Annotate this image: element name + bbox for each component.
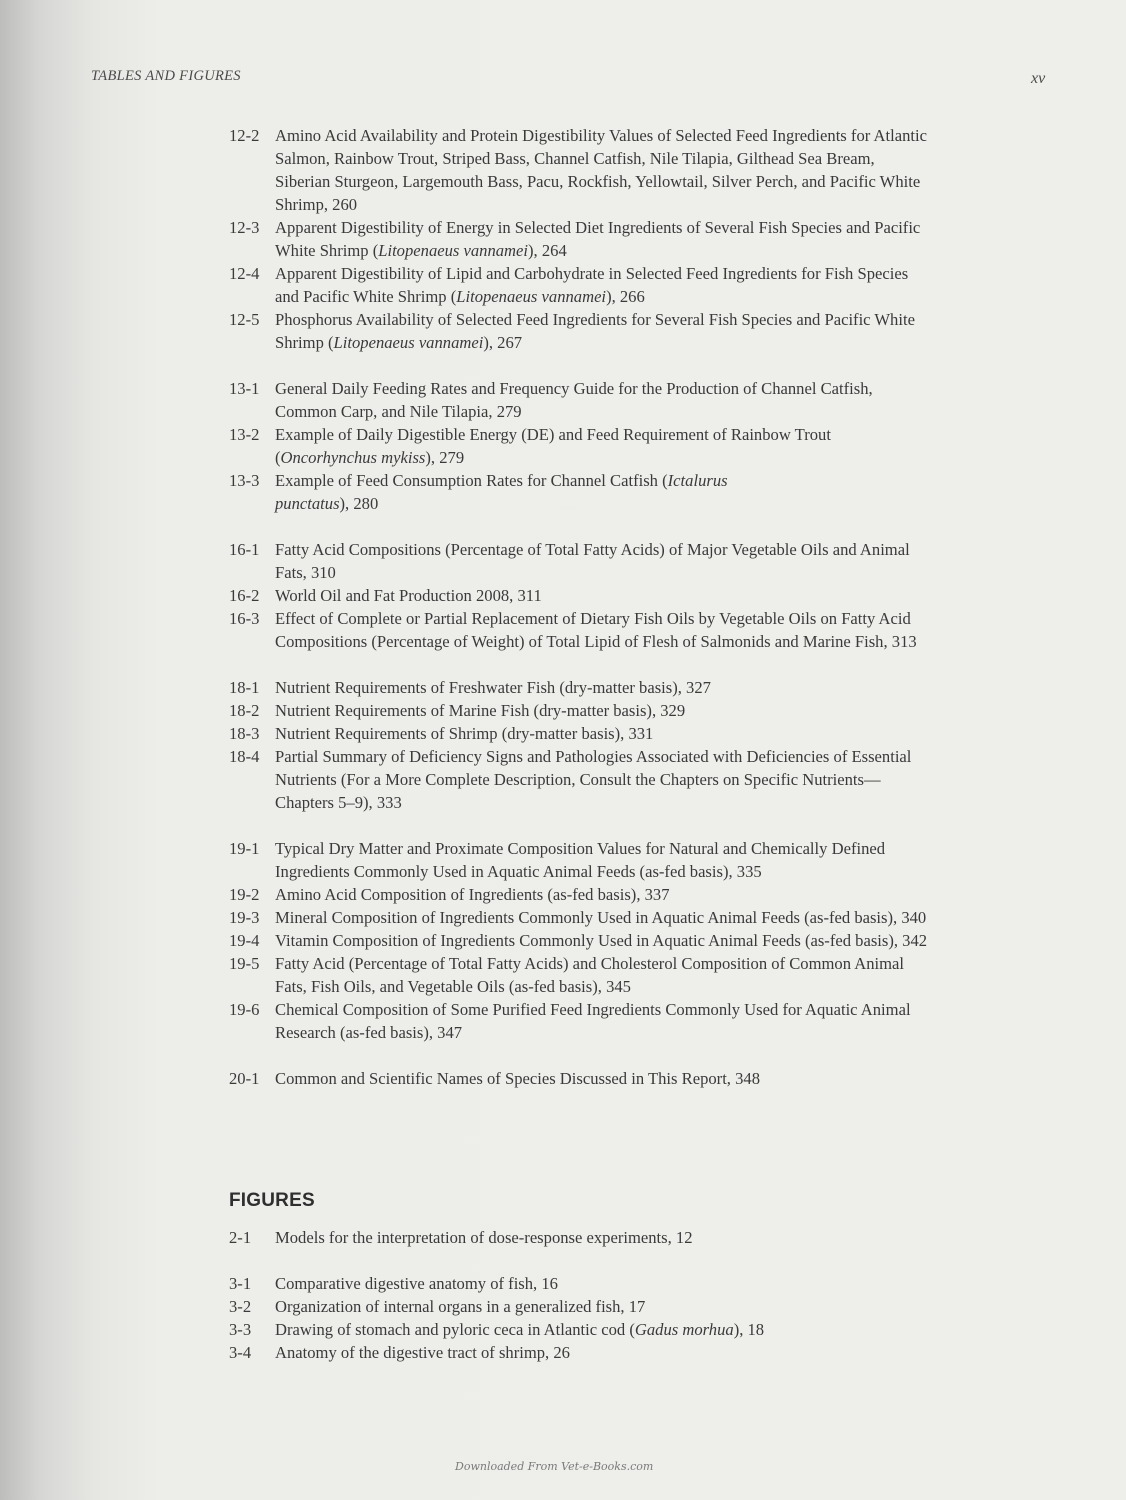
- item-number: 12-3: [229, 218, 260, 237]
- group-gap: [229, 1249, 929, 1272]
- item-number: 19-2: [229, 885, 260, 904]
- item-title: ), 18: [733, 1320, 765, 1339]
- item-title: General Daily Feeding Rates and Frequency Guide for the Production of Channel Catfish, Common Carp, and Nile Tilapia, 279: [275, 379, 873, 421]
- species-name: punctatus: [275, 494, 340, 513]
- item-title: Partial Summary of Deficiency Signs and Pathologies Associated with Deficiencies of Essential Nutrients (For a More Complete Description, Consult the Chapters on Specific Nutrients—Chapters 5–9), 333: [275, 747, 912, 812]
- list-item: [229, 929, 929, 952]
- list-item: [229, 998, 929, 1044]
- list-item: [229, 469, 929, 515]
- item-number: 12-4: [229, 264, 260, 283]
- list-item: [229, 699, 929, 722]
- item-title: Chemical Composition of Some Purified Feed Ingredients Commonly Used for Aquatic Animal Research (as-fed basis), 347: [275, 1000, 911, 1042]
- item-title: Apparent Digestibility of Lipid and Carbohydrate in Selected Feed Ingredients for Fish Species and Pacific White Shrimp (: [275, 264, 909, 306]
- item-title: Typical Dry Matter and Proximate Composition Values for Natural and Chemically Defined Ingredients Commonly Used in Aquatic Animal Feeds (as-fed basis), 335: [275, 839, 886, 881]
- item-title: Amino Acid Availability and Protein Digestibility Values of Selected Feed Ingredients for Atlantic Salmon, Rainbow Trout, Striped Bass, Channel Catfish, Nile Tilapia, Gilthead Sea Bream, Siberian Sturgeon, Largemouth Bass, Pacu, Rockfish, Yellowtail, Silver Perch, and Pacific White Shrimp, 260: [275, 126, 927, 214]
- running-head: TABLES AND FIGURES: [91, 68, 241, 84]
- item-title: Example of Feed Consumption Rates for Channel Catfish (: [275, 471, 668, 490]
- figures-heading: FIGURES: [229, 1190, 315, 1211]
- list-item: [229, 906, 929, 929]
- species-name: Ictalurus: [667, 471, 728, 490]
- list-item: [229, 883, 929, 906]
- item-number: 3-3: [229, 1320, 252, 1339]
- item-title: Phosphorus Availability of Selected Feed Ingredients for Several Fish Species and Pacific White Shrimp (: [275, 310, 915, 352]
- item-title: Nutrient Requirements of Freshwater Fish (dry-matter basis), 327: [275, 678, 711, 697]
- item-title: Fatty Acid (Percentage of Total Fatty Acids) and Cholesterol Composition of Common Animal Fats, Fish Oils, and Vegetable Oils (as-fed basis), 345: [275, 954, 905, 996]
- page-number: xv: [1031, 70, 1046, 87]
- item-number: 18-3: [229, 724, 260, 743]
- list-item: [229, 676, 929, 699]
- item-title: Anatomy of the digestive tract of shrimp, 26: [275, 1343, 570, 1362]
- item-number: 16-3: [229, 609, 260, 628]
- list-item: [229, 607, 929, 653]
- list-item: [229, 745, 929, 814]
- list-item: [229, 1226, 929, 1249]
- item-title: ), 264: [528, 241, 567, 260]
- item-number: 18-2: [229, 701, 260, 720]
- item-title: Amino Acid Composition of Ingredients (as-fed basis), 337: [275, 885, 670, 904]
- item-number: 13-2: [229, 425, 260, 444]
- group-gap: [229, 1044, 929, 1067]
- species-name: Litopenaeus vannamei: [333, 333, 484, 352]
- item-title: Common and Scientific Names of Species Discussed in This Report, 348: [275, 1069, 760, 1088]
- list-item: [229, 423, 929, 469]
- list-item: [229, 377, 929, 423]
- watermark: Downloaded From Vet-e-Books.com: [455, 1460, 654, 1473]
- item-title: ), 280: [339, 494, 379, 513]
- item-title: World Oil and Fat Production 2008, 311: [275, 586, 542, 605]
- group-gap: [229, 814, 929, 837]
- item-title: Effect of Complete or Partial Replacement of Dietary Fish Oils by Vegetable Oils on Fatty Acid Compositions (Percentage of Weight) of Total Lipid of Flesh of Salmonids and Marine Fish, 313: [275, 609, 917, 651]
- item-number: 19-5: [229, 954, 260, 973]
- list-item: [229, 1318, 929, 1341]
- list-item: [229, 837, 929, 883]
- item-number: 19-6: [229, 1000, 260, 1019]
- group-gap: [229, 354, 929, 377]
- item-number: 13-3: [229, 471, 260, 490]
- item-number: 3-2: [229, 1297, 252, 1316]
- species-name: Oncorhynchus mykiss: [280, 448, 426, 467]
- item-number: 3-1: [229, 1274, 252, 1293]
- item-title: ), 267: [483, 333, 523, 352]
- list-item: [229, 262, 929, 308]
- item-number: 19-1: [229, 839, 260, 858]
- list-item: [229, 584, 929, 607]
- species-name: Litopenaeus vannamei: [456, 287, 607, 306]
- item-title: ), 266: [606, 287, 645, 306]
- item-number: 20-1: [229, 1069, 260, 1088]
- item-number: 16-1: [229, 540, 260, 559]
- list-item: [229, 124, 929, 216]
- item-title: Fatty Acid Compositions (Percentage of Total Fatty Acids) of Major Vegetable Oils and Animal Fats, 310: [275, 540, 910, 582]
- item-number: 19-3: [229, 908, 260, 927]
- list-item: [229, 952, 929, 998]
- item-title: Vitamin Composition of Ingredients Commonly Used in Aquatic Animal Feeds (as-fed basis), 342: [275, 931, 928, 950]
- item-number: 13-1: [229, 379, 260, 398]
- item-number: 16-2: [229, 586, 260, 605]
- item-number: 12-2: [229, 126, 260, 145]
- item-title: Apparent Digestibility of Energy in Selected Diet Ingredients of Several Fish Species and Pacific White Shrimp (: [275, 218, 921, 260]
- list-item: [229, 1341, 929, 1364]
- list-item: [229, 1295, 929, 1318]
- list-item: [229, 1067, 929, 1090]
- item-title: Drawing of stomach and pyloric ceca in Atlantic cod (: [275, 1320, 635, 1339]
- group-gap: [229, 653, 929, 676]
- item-title: Mineral Composition of Ingredients Commonly Used in Aquatic Animal Feeds (as-fed basis), 340: [275, 908, 927, 927]
- list-item: [229, 538, 929, 584]
- item-title: Example of Daily Digestible Energy (DE) and Feed Requirement of Rainbow Trout (: [275, 425, 831, 467]
- item-title: Models for the interpretation of dose-response experiments, 12: [275, 1228, 693, 1247]
- item-title: ), 279: [425, 448, 465, 467]
- species-name: Gadus morhua: [634, 1320, 734, 1339]
- item-number: 2-1: [229, 1228, 252, 1247]
- item-number: 19-4: [229, 931, 260, 950]
- item-title: Organization of internal organs in a generalized fish, 17: [275, 1297, 646, 1316]
- item-title: Nutrient Requirements of Marine Fish (dry-matter basis), 329: [275, 701, 686, 720]
- list-item: [229, 308, 929, 354]
- item-number: 18-4: [229, 747, 260, 766]
- group-gap: [229, 515, 929, 538]
- item-title: Nutrient Requirements of Shrimp (dry-matter basis), 331: [275, 724, 654, 743]
- list-item: [229, 1272, 929, 1295]
- item-number: 18-1: [229, 678, 260, 697]
- item-number: 3-4: [229, 1343, 252, 1362]
- species-name: Litopenaeus vannamei: [378, 241, 529, 260]
- list-item: [229, 216, 929, 262]
- tables-list: [229, 124, 929, 1090]
- item-title: Comparative digestive anatomy of fish, 16: [275, 1274, 558, 1293]
- list-item: [229, 722, 929, 745]
- figures-list: [229, 1226, 929, 1364]
- item-number: 12-5: [229, 310, 260, 329]
